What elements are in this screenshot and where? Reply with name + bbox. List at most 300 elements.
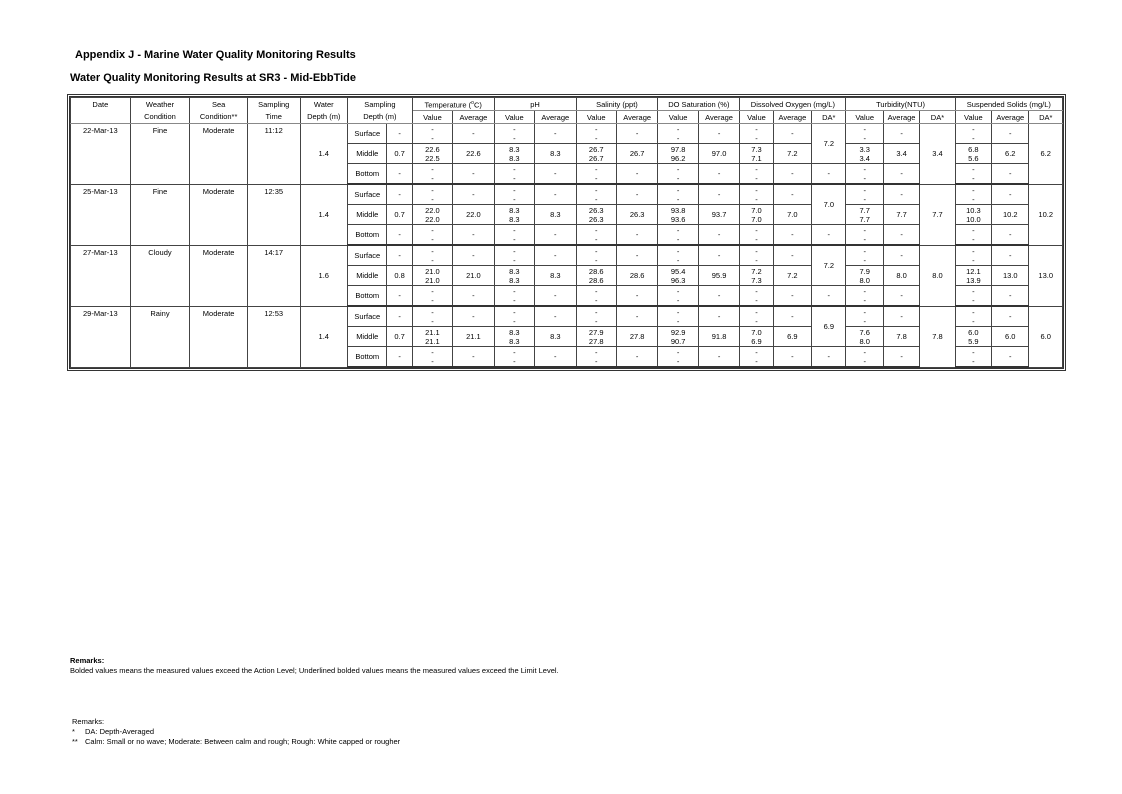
- cell-sampling-level: Middle: [348, 205, 387, 225]
- cell-dissolved-oxygen-value-reading: -: [755, 173, 758, 183]
- cell-turbidity-value-reading: -: [863, 185, 866, 195]
- footnote-mark: **: [72, 737, 78, 746]
- cell-sampling-level: Middle: [348, 327, 387, 347]
- cell-ph-value: [494, 245, 534, 266]
- header-sampling-depth-2: Depth (m): [348, 111, 413, 124]
- cell-sampling-depth: 0.7: [387, 205, 412, 225]
- cell-suspended-solids-value-reading: -: [972, 295, 975, 305]
- header-suspended-solids: Suspended Solids (mg/L): [955, 98, 1062, 111]
- cell-do-saturation-average: 93.7: [698, 205, 739, 225]
- cell-turbidity-average: -: [883, 184, 919, 205]
- header-value: Value: [494, 111, 534, 124]
- cell-suspended-solids-value-reading: 10.3: [966, 205, 981, 215]
- footnote-sea-condition: [72, 737, 400, 747]
- cell-turbidity-value: [846, 347, 883, 368]
- cell-turbidity-value-reading: -: [863, 194, 866, 204]
- cell-sampling-level: Middle: [348, 266, 387, 286]
- cell-salinity-value-reading: 26.3: [588, 205, 604, 215]
- cell-ph-value-reading: 8.3: [509, 327, 520, 337]
- header-do-saturation: DO Saturation (%): [658, 98, 740, 111]
- cell-salinity-average: -: [616, 245, 657, 266]
- cell-salinity-value: [576, 266, 616, 286]
- cell-turbidity-value-reading: -: [863, 295, 866, 305]
- cell-salinity-value-reading: -: [594, 194, 598, 204]
- cell-suspended-solids-value: [955, 164, 991, 185]
- header-depth-2: Depth (m): [300, 111, 348, 124]
- cell-do-saturation-average: -: [698, 286, 739, 307]
- cell-do-saturation-value-reading: -: [676, 356, 680, 366]
- table-header: [71, 98, 1063, 124]
- cell-turbidity-value-reading: -: [863, 173, 866, 183]
- cell-salinity-value-reading: -: [594, 225, 598, 235]
- header-value: Value: [412, 111, 452, 124]
- cell-water-depth: 1.4: [300, 184, 348, 245]
- cell-do-saturation-value: [658, 164, 698, 185]
- cell-dissolved-oxygen-value-reading: -: [755, 185, 758, 195]
- cell-sampling-depth: -: [387, 225, 412, 246]
- cell-ph-average: 8.3: [535, 205, 576, 225]
- remarks-notes: [72, 717, 400, 747]
- cell-do-saturation-value: [658, 327, 698, 347]
- cell-dissolved-oxygen-value-reading: -: [755, 255, 758, 265]
- header-average: Average: [616, 111, 657, 124]
- cell-sampling-depth: 0.7: [387, 327, 412, 347]
- cell-dissolved-oxygen-value: [740, 327, 773, 347]
- cell-salinity-value: [576, 205, 616, 225]
- cell-temperature-value-reading: -: [431, 234, 434, 244]
- header-turbidity: Turbidity(NTU): [846, 98, 955, 111]
- cell-suspended-solids-value: [955, 205, 991, 225]
- cell-do-saturation-value-reading: -: [676, 194, 680, 204]
- cell-suspended-solids-value-reading: -: [972, 164, 975, 174]
- cell-dissolved-oxygen-da: 7.2: [812, 124, 846, 164]
- cell-sampling-level: Surface: [348, 306, 387, 327]
- cell-ph-value: [494, 327, 534, 347]
- cell-turbidity-value-reading: -: [863, 133, 866, 143]
- cell-do-saturation-value: [658, 124, 698, 144]
- cell-do-saturation-value: [658, 184, 698, 205]
- cell-temperature-value-reading: 21.1: [425, 327, 440, 337]
- cell-turbidity-value-reading: 7.7: [859, 214, 870, 224]
- cell-salinity-value-reading: -: [594, 185, 598, 195]
- footnote-mark: *: [72, 727, 75, 736]
- cell-dissolved-oxygen-value-reading: 7.1: [751, 153, 762, 163]
- cell-temperature-average: -: [453, 225, 494, 246]
- cell-dissolved-oxygen-value: [740, 184, 773, 205]
- cell-salinity-value-reading: 27.8: [588, 336, 604, 346]
- cell-water-depth: 1.4: [300, 306, 348, 367]
- cell-ph-value-reading: -: [513, 295, 516, 305]
- cell-do-saturation-value-reading: -: [676, 286, 680, 296]
- cell-suspended-solids-value-reading: 12.1: [966, 266, 981, 276]
- header-average: Average: [773, 111, 811, 124]
- cell-salinity-value: [576, 245, 616, 266]
- cell-do-saturation-value-reading: -: [676, 164, 680, 174]
- cell-dissolved-oxygen-average: 7.2: [773, 144, 811, 164]
- cell-turbidity-value: [846, 184, 883, 205]
- cell-turbidity-average: -: [883, 124, 919, 144]
- cell-temperature-value-reading: -: [431, 173, 434, 183]
- cell-dissolved-oxygen-average: 6.9: [773, 327, 811, 347]
- cell-dissolved-oxygen-value-reading: 7.3: [751, 275, 762, 285]
- cell-turbidity-value-reading: 7.6: [859, 327, 870, 337]
- cell-sampling-time: 14:17: [247, 245, 300, 306]
- cell-salinity-average: -: [616, 225, 657, 246]
- cell-sampling-level: Bottom: [348, 347, 387, 368]
- cell-dissolved-oxygen-value: [740, 347, 773, 368]
- cell-dissolved-oxygen-average: -: [773, 306, 811, 327]
- cell-dissolved-oxygen-average: -: [773, 286, 811, 307]
- cell-salinity-value-reading: -: [594, 124, 598, 134]
- cell-weather: Rainy: [130, 306, 190, 367]
- cell-turbidity-da: 8.0: [920, 245, 955, 306]
- cell-sampling-depth: 0.8: [387, 266, 412, 286]
- cell-turbidity-value-reading: -: [863, 246, 866, 256]
- cell-temperature-value: [412, 144, 452, 164]
- cell-temperature-average: 22.0: [453, 205, 494, 225]
- header-value: Value: [658, 111, 698, 124]
- cell-weather: Fine: [130, 184, 190, 245]
- cell-temperature-value-reading: 21.0: [425, 266, 440, 276]
- cell-turbidity-value-reading: 8.0: [859, 275, 870, 285]
- cell-temperature-average: 21.0: [453, 266, 494, 286]
- cell-dissolved-oxygen-average: -: [773, 347, 811, 368]
- cell-do-saturation-value-reading: -: [676, 173, 680, 183]
- cell-do-saturation-value-reading: 95.4: [670, 266, 686, 276]
- cell-suspended-solids-value-reading: 13.9: [966, 275, 981, 285]
- cell-suspended-solids-value: [955, 347, 991, 368]
- cell-do-saturation-average: 91.8: [698, 327, 739, 347]
- cell-salinity-value: [576, 164, 616, 185]
- cell-weather: Fine: [130, 124, 190, 185]
- cell-ph-value: [494, 164, 534, 185]
- cell-turbidity-value-reading: 7.7: [859, 205, 870, 215]
- cell-suspended-solids-value-reading: -: [972, 234, 975, 244]
- cell-ph-value-reading: 8.3: [509, 336, 520, 346]
- cell-ph-value-reading: -: [513, 185, 516, 195]
- cell-suspended-solids-value-reading: -: [972, 255, 975, 265]
- cell-sampling-level: Surface: [348, 124, 387, 144]
- cell-sampling-level: Bottom: [348, 225, 387, 246]
- cell-dissolved-oxygen-average: 7.0: [773, 205, 811, 225]
- cell-turbidity-value-reading: -: [863, 225, 866, 235]
- cell-suspended-solids-value: [955, 245, 991, 266]
- header-da: DA*: [920, 111, 955, 124]
- cell-do-saturation-value-reading: -: [676, 133, 680, 143]
- table-body: [71, 124, 1063, 368]
- cell-suspended-solids-da: 10.2: [1029, 184, 1063, 245]
- cell-do-saturation-value-reading: -: [676, 246, 680, 256]
- cell-ph-value-reading: -: [513, 316, 516, 326]
- cell-temperature-value-reading: -: [431, 124, 434, 134]
- cell-ph-value: [494, 286, 534, 307]
- cell-suspended-solids-value: [955, 306, 991, 327]
- cell-do-saturation-value: [658, 306, 698, 327]
- cell-salinity-value: [576, 286, 616, 307]
- cell-turbidity-value-reading: -: [863, 356, 866, 366]
- cell-salinity-value-reading: -: [594, 173, 598, 183]
- cell-dissolved-oxygen-value-reading: -: [755, 295, 758, 305]
- cell-do-saturation-value-reading: -: [676, 185, 680, 195]
- cell-salinity-value-reading: -: [594, 316, 598, 326]
- cell-ph-value: [494, 144, 534, 164]
- cell-temperature-average: 22.6: [453, 144, 494, 164]
- results-table-frame: [67, 94, 1066, 371]
- cell-turbidity-value-reading: -: [863, 307, 866, 317]
- cell-suspended-solids-average: 13.0: [992, 266, 1029, 286]
- header-sea-2: Condition**: [190, 111, 248, 124]
- cell-salinity-value-reading: 27.9: [588, 327, 604, 337]
- cell-temperature-value-reading: 22.5: [425, 153, 440, 163]
- cell-salinity-value: [576, 124, 616, 144]
- footnote-text: DA: Depth-Averaged: [85, 727, 155, 736]
- cell-temperature-value-reading: -: [431, 255, 434, 265]
- remarks-text: Bolded values means the measured values exceed the Action Level; Underlined bolded values means the measured values exceed the Limit Level.: [70, 666, 559, 675]
- cell-dissolved-oxygen-value: [740, 245, 773, 266]
- cell-dissolved-oxygen-value: [740, 144, 773, 164]
- cell-turbidity-value-reading: -: [863, 164, 866, 174]
- cell-temperature-value: [412, 124, 452, 144]
- cell-temperature-value-reading: -: [431, 295, 434, 305]
- cell-dissolved-oxygen-value-reading: -: [755, 307, 758, 317]
- cell-dissolved-oxygen-value-reading: -: [755, 316, 758, 326]
- cell-temperature-value: [412, 184, 452, 205]
- cell-suspended-solids-value: [955, 144, 991, 164]
- cell-suspended-solids-value-reading: -: [972, 173, 975, 183]
- cell-temperature-value-reading: 21.0: [425, 275, 440, 285]
- cell-dissolved-oxygen-value-reading: -: [755, 347, 758, 357]
- header-average: Average: [698, 111, 739, 124]
- cell-do-saturation-average: -: [698, 245, 739, 266]
- cell-dissolved-oxygen-average: -: [773, 124, 811, 144]
- header-value: Value: [846, 111, 883, 124]
- cell-suspended-solids-value-reading: 10.0: [966, 214, 981, 224]
- cell-sampling-level: Middle: [348, 144, 387, 164]
- cell-dissolved-oxygen-value-reading: 7.0: [751, 205, 762, 215]
- cell-do-saturation-value-reading: 93.6: [670, 214, 686, 224]
- cell-suspended-solids-value: [955, 266, 991, 286]
- cell-dissolved-oxygen-value: [740, 306, 773, 327]
- cell-ph-value-reading: 8.3: [509, 153, 520, 163]
- header-average: Average: [535, 111, 576, 124]
- cell-suspended-solids-average: 6.2: [992, 144, 1029, 164]
- cell-do-saturation-value-reading: 93.8: [670, 205, 686, 215]
- cell-temperature-value: [412, 164, 452, 185]
- cell-dissolved-oxygen-value-reading: -: [755, 124, 758, 134]
- header-dissolved-oxygen: Dissolved Oxygen (mg/L): [740, 98, 846, 111]
- cell-dissolved-oxygen-da: 6.9: [812, 306, 846, 347]
- cell-salinity-value-reading: -: [594, 307, 598, 317]
- cell-temperature-value-reading: -: [431, 185, 434, 195]
- header-value: Value: [740, 111, 773, 124]
- cell-ph-value-reading: -: [513, 124, 516, 134]
- cell-salinity-value-reading: -: [594, 295, 598, 305]
- cell-ph-value-reading: -: [513, 194, 516, 204]
- header-average: Average: [453, 111, 494, 124]
- cell-turbidity-da: 3.4: [920, 124, 955, 185]
- cell-do-saturation-average: -: [698, 347, 739, 368]
- cell-suspended-solids-average: -: [992, 347, 1029, 368]
- cell-water-depth: 1.4: [300, 124, 348, 185]
- cell-sea-condition: Moderate: [190, 306, 248, 367]
- cell-suspended-solids-value-reading: 5.9: [968, 336, 979, 346]
- cell-ph-value-reading: -: [513, 347, 516, 357]
- cell-turbidity-value: [846, 164, 883, 185]
- cell-do-saturation-average: -: [698, 164, 739, 185]
- cell-suspended-solids-value: [955, 124, 991, 144]
- cell-turbidity-da: 7.7: [920, 184, 955, 245]
- cell-turbidity-value: [846, 286, 883, 307]
- cell-turbidity-da: 7.8: [920, 306, 955, 367]
- cell-suspended-solids-average: -: [992, 124, 1029, 144]
- cell-salinity-value-reading: -: [594, 347, 598, 357]
- cell-turbidity-value: [846, 245, 883, 266]
- cell-salinity-value-reading: 26.7: [588, 153, 604, 163]
- cell-salinity-value: [576, 306, 616, 327]
- cell-turbidity-value: [846, 225, 883, 246]
- cell-suspended-solids-value: [955, 184, 991, 205]
- cell-dissolved-oxygen-da-bottom: -: [812, 164, 846, 185]
- cell-ph-value-reading: 8.3: [509, 214, 520, 224]
- cell-sea-condition: Moderate: [190, 184, 248, 245]
- cell-temperature-value: [412, 266, 452, 286]
- cell-do-saturation-value: [658, 286, 698, 307]
- cell-ph-value-reading: -: [513, 133, 516, 143]
- cell-turbidity-value-reading: -: [863, 124, 866, 134]
- cell-temperature-value-reading: 22.0: [425, 205, 440, 215]
- cell-temperature-value: [412, 205, 452, 225]
- cell-turbidity-value-reading: -: [863, 316, 866, 326]
- cell-salinity-value-reading: 26.7: [588, 144, 604, 154]
- cell-do-saturation-average: 97.0: [698, 144, 739, 164]
- cell-ph-average: -: [535, 347, 576, 368]
- cell-temperature-value-reading: -: [431, 194, 434, 204]
- cell-turbidity-value: [846, 266, 883, 286]
- cell-turbidity-average: -: [883, 306, 919, 327]
- cell-dissolved-oxygen-value: [740, 124, 773, 144]
- remarks-levels: [70, 656, 559, 676]
- cell-temperature-value-reading: -: [431, 246, 434, 256]
- cell-salinity-average: 26.7: [616, 144, 657, 164]
- header-depth-1: Water: [300, 98, 348, 111]
- cell-ph-average: -: [535, 286, 576, 307]
- cell-dissolved-oxygen-value: [740, 266, 773, 286]
- cell-ph-value: [494, 306, 534, 327]
- cell-do-saturation-value-reading: -: [676, 234, 680, 244]
- cell-salinity-value: [576, 184, 616, 205]
- cell-ph-average: 8.3: [535, 144, 576, 164]
- table-row: [71, 306, 1063, 327]
- cell-ph-value-reading: -: [513, 307, 516, 317]
- cell-ph-value: [494, 124, 534, 144]
- footnote-text: Calm: Small or no wave; Moderate: Between calm and rough; Rough: White capped or rougher: [85, 737, 401, 746]
- cell-ph-value-reading: -: [513, 234, 516, 244]
- header-ph: pH: [494, 98, 576, 111]
- cell-temperature-value: [412, 245, 452, 266]
- cell-date: 22-Mar-13: [71, 124, 131, 185]
- cell-dissolved-oxygen-value-reading: 7.0: [751, 214, 762, 224]
- cell-do-saturation-value: [658, 205, 698, 225]
- header-salinity: Salinity (ppt): [576, 98, 658, 111]
- cell-sampling-depth: -: [387, 347, 412, 368]
- cell-ph-value: [494, 225, 534, 246]
- page-title: Appendix J - Marine Water Quality Monitoring Results: [75, 49, 356, 61]
- cell-date: 29-Mar-13: [71, 306, 131, 367]
- cell-suspended-solids-value-reading: 5.6: [968, 153, 979, 163]
- cell-temperature-value-reading: -: [431, 164, 434, 174]
- cell-salinity-average: -: [616, 184, 657, 205]
- cell-do-saturation-average: 95.9: [698, 266, 739, 286]
- cell-turbidity-value-reading: 3.3: [859, 144, 870, 154]
- cell-temperature-average: -: [453, 184, 494, 205]
- cell-temperature-value-reading: 22.0: [425, 214, 440, 224]
- cell-turbidity-value-reading: -: [863, 347, 866, 357]
- cell-temperature-value: [412, 327, 452, 347]
- cell-salinity-average: -: [616, 306, 657, 327]
- cell-salinity-value: [576, 327, 616, 347]
- cell-dissolved-oxygen-value-reading: 7.0: [751, 327, 762, 337]
- header-value: Value: [955, 111, 991, 124]
- cell-ph-average: -: [535, 184, 576, 205]
- cell-temperature-average: -: [453, 286, 494, 307]
- cell-suspended-solids-average: -: [992, 306, 1029, 327]
- cell-dissolved-oxygen-value-reading: -: [755, 133, 758, 143]
- header-da: DA*: [812, 111, 846, 124]
- cell-turbidity-average: -: [883, 245, 919, 266]
- cell-dissolved-oxygen-value-reading: 7.3: [751, 144, 762, 154]
- cell-turbidity-value: [846, 306, 883, 327]
- cell-dissolved-oxygen-value-reading: -: [755, 286, 758, 296]
- cell-ph-value-reading: -: [513, 173, 516, 183]
- cell-do-saturation-value-reading: 96.3: [670, 275, 686, 285]
- cell-do-saturation-value: [658, 266, 698, 286]
- cell-suspended-solids-value-reading: -: [972, 356, 975, 366]
- cell-turbidity-value: [846, 124, 883, 144]
- cell-sampling-depth: 0.7: [387, 144, 412, 164]
- cell-ph-average: -: [535, 225, 576, 246]
- cell-dissolved-oxygen-average: -: [773, 164, 811, 185]
- cell-dissolved-oxygen-value: [740, 164, 773, 185]
- table-row: [71, 245, 1063, 266]
- cell-suspended-solids-value-reading: 6.0: [968, 327, 979, 337]
- cell-do-saturation-average: -: [698, 124, 739, 144]
- cell-dissolved-oxygen-value: [740, 225, 773, 246]
- cell-dissolved-oxygen-value-reading: -: [755, 234, 758, 244]
- cell-suspended-solids-da: 13.0: [1029, 245, 1063, 306]
- cell-turbidity-value: [846, 144, 883, 164]
- cell-do-saturation-value-reading: -: [676, 124, 680, 134]
- cell-turbidity-value-reading: -: [863, 286, 866, 296]
- cell-dissolved-oxygen-da-bottom: -: [812, 225, 846, 246]
- cell-turbidity-average: -: [883, 286, 919, 307]
- header-weather-1: Weather: [130, 98, 190, 111]
- cell-temperature-average: -: [453, 164, 494, 185]
- header-sampling-depth-1: Sampling: [348, 98, 413, 111]
- cell-salinity-value-reading: -: [594, 164, 598, 174]
- cell-turbidity-average: 8.0: [883, 266, 919, 286]
- cell-suspended-solids-average: -: [992, 184, 1029, 205]
- table-title: Water Quality Monitoring Results at SR3 - Mid-EbbTide: [70, 72, 357, 84]
- cell-weather: Cloudy: [130, 245, 190, 306]
- cell-sampling-time: 11:12: [247, 124, 300, 185]
- cell-temperature-value-reading: -: [431, 133, 434, 143]
- cell-suspended-solids-average: -: [992, 225, 1029, 246]
- cell-turbidity-average: -: [883, 225, 919, 246]
- cell-dissolved-oxygen-da: 7.2: [812, 245, 846, 286]
- cell-suspended-solids-value: [955, 286, 991, 307]
- cell-salinity-value-reading: -: [594, 356, 598, 366]
- cell-do-saturation-value-reading: -: [676, 225, 680, 235]
